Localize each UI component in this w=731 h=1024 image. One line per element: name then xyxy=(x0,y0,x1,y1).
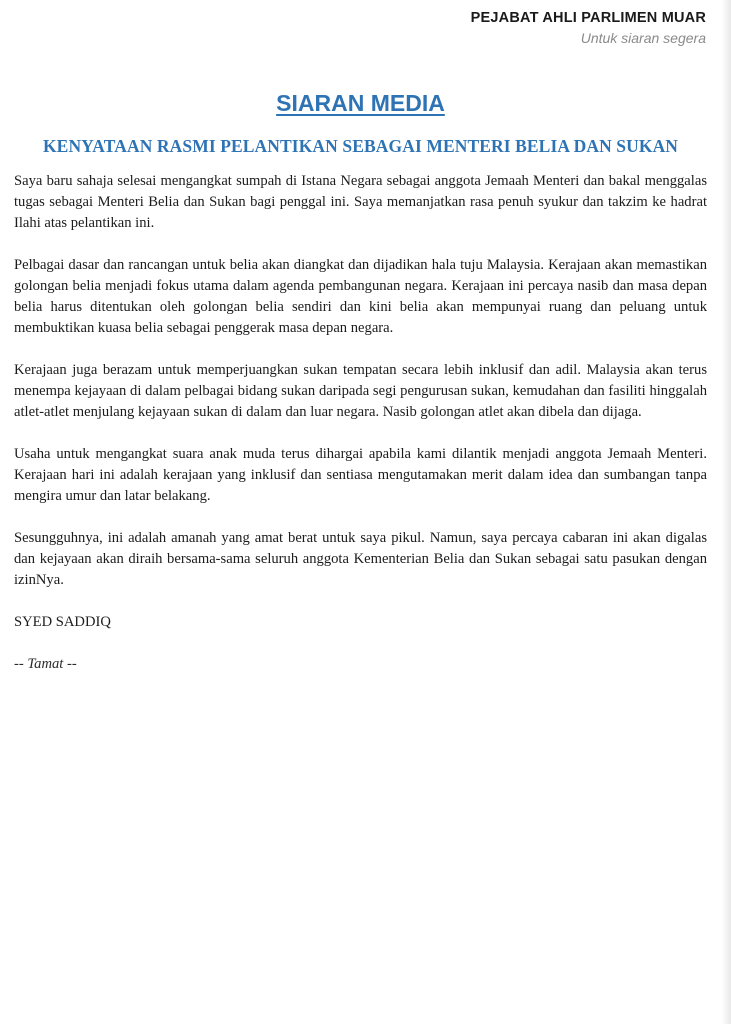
statement-body xyxy=(14,171,707,675)
paragraph-2: Pelbagai dasar dan rancangan untuk belia akan diangkat dan dijadikan hala tuju Malaysia. Kerajaan akan memastikan golongan belia menjadi fokus utama dalam agenda pembangunan negara. Kerajaan ini percaya nasib dan masa depan belia harus ditentukan oleh golongan belia sendiri dan kini belia akan mempunyai ruang dan peluang untuk membuktikan kuasa belia sebagai penggerak masa depan negara. xyxy=(14,257,707,336)
release-note: Untuk siaran segera xyxy=(580,30,706,46)
paragraph-4: Usaha untuk mengangkat suara anak muda terus dihargai apabila kami dilantik menjadi anggota Jemaah Menteri. Kerajaan hari ini adalah kerajaan yang inklusif dan sentiasa mengutamakan merit dalam idea dan sumbangan tanpa mengira umur dan latar belakang. xyxy=(14,446,707,504)
paragraph-1: Saya baru sahaja selesai mengangkat sumpah di Istana Negara sebagai anggota Jemaah Menteri dan bakal menggalas tugas sebagai Menteri Belia dan Sukan bagi penggal ini. Saya memanjatkan rasa penuh syukur dan takzim ke hadrat Ilahi atas pelantikan ini. xyxy=(14,173,707,231)
letterhead xyxy=(471,8,706,48)
paragraph-5: Sesungguhnya, ini adalah amanah yang amat berat untuk saya pikul. Namun, saya percaya cabaran ini akan digalas dan kejayaan akan diraih bersama-sama seluruh anggota Kementerian Belia dan Sukan sebagai satu pasukan dengan izinNya. xyxy=(14,530,707,588)
end-mark: -- Tamat -- xyxy=(14,656,77,672)
document-subtitle: KENYATAAN RASMI PELANTIKAN SEBAGAI MENTERI BELIA DAN SUKAN xyxy=(42,136,679,156)
office-name: PEJABAT AHLI PARLIMEN MUAR xyxy=(470,10,706,26)
signature-name: SYED SADDIQ xyxy=(14,614,111,630)
paragraph-3: Kerajaan juga berazam untuk memperjuangkan sukan tempatan secara lebih inklusif dan adil. Malaysia akan terus menempa kejayaan di dalam pelbagai bidang sukan daripada segi pengurusan sukan, kemudahan dan fasiliti hinggalah atlet-atlet menjulang kejayaan sukan di dalam dan luar negara. Nasib golongan atlet akan dibela dan dijaga. xyxy=(14,362,707,420)
document-title: SIARAN MEDIA xyxy=(276,90,445,116)
page-edge-shadow xyxy=(721,0,731,1024)
